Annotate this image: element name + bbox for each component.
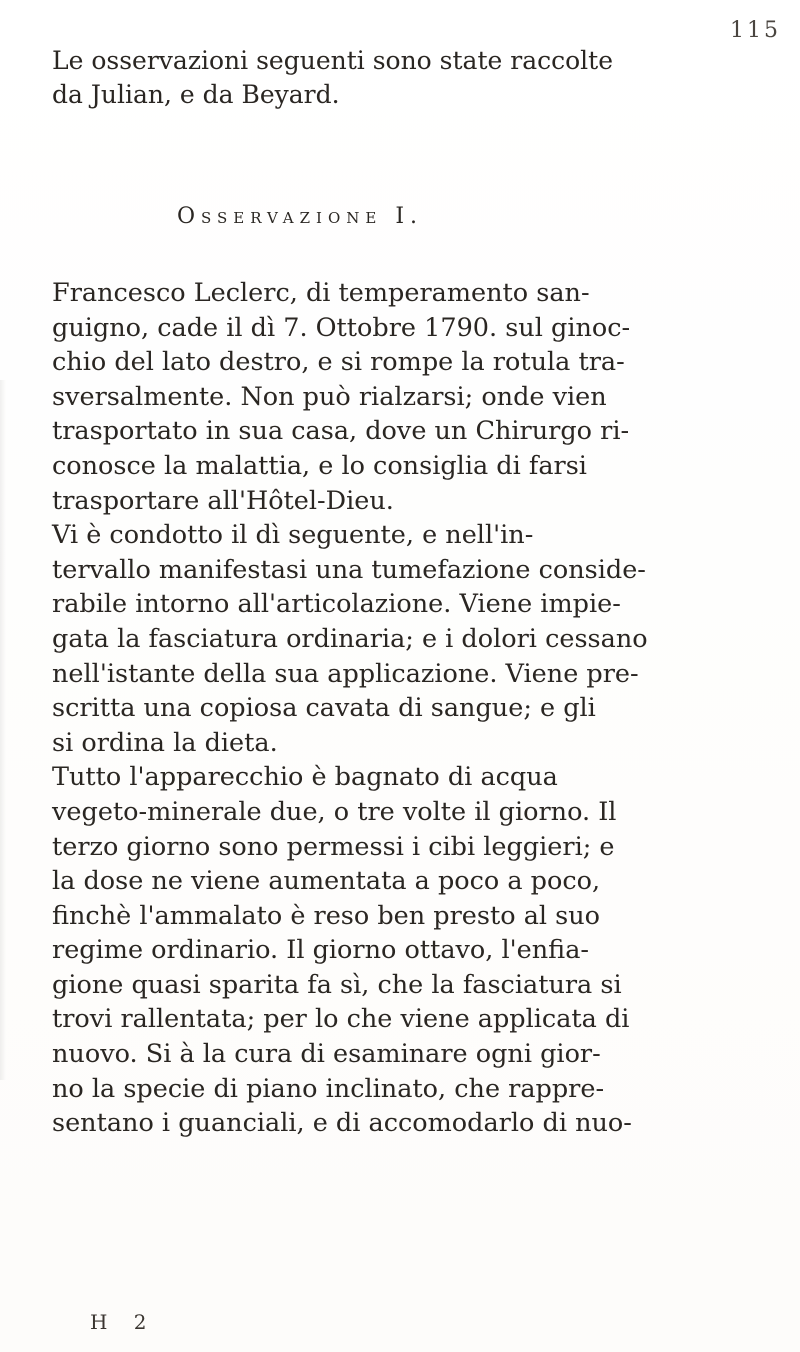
section-heading: Osservazione I. bbox=[176, 204, 424, 229]
body-text bbox=[52, 276, 782, 1141]
page-number: 115 bbox=[730, 18, 781, 43]
paragraph-1: Francesco Leclerc, di temperamento san- guigno, cade il dì 7. Ottobre 1790. sul ginoc- chio del lato destro, e si rompe la rotula tra- sversalmente. Non può rialzarsi; onde vien trasportato in sua casa, dove un Chirurgo ri- conosce la malattia, e lo consiglia di farsi trasportare all'Hôtel-Dieu. bbox=[52, 278, 631, 516]
intro-paragraph bbox=[52, 44, 772, 112]
scan-shadow bbox=[0, 380, 6, 1080]
intro-text: Le osservazioni seguenti sono state raccolte da Julian, e da Beyard. bbox=[52, 46, 613, 109]
paragraph-2: Vi è condotto il dì seguente, e nell'in- tervallo manifestasi una tumefazione conside- rabile intorno all'articolazione. Viene impie- gata la fasciatura ordinaria; e i dolori cessano nell'istante della sua applicazione. Viene pre- scritta una copiosa cavata di sangue; e gli si ordina la dieta. bbox=[52, 520, 648, 758]
paragraph-3: Tutto l'apparecchio è bagnato di acqua vegeto-minerale due, o tre volte il giorno. Il terzo giorno sono permessi i cibi leggieri; e la dose ne viene aumentata a poco a poco, finchè l'ammalato è reso ben presto al suo regime ordinario. Il giorno ottavo, l'enfia- gione quasi sparita fa sì, che la fasciatura si trovi rallentata; per lo che viene applicata di nuovo. Si à la cura di esaminare ogni gior- no la specie di piano inclinato, che rappre- sentano i guanciali, e di accomodarlo di nuo- bbox=[52, 762, 632, 1139]
printer-signature: H 2 bbox=[90, 1310, 157, 1334]
